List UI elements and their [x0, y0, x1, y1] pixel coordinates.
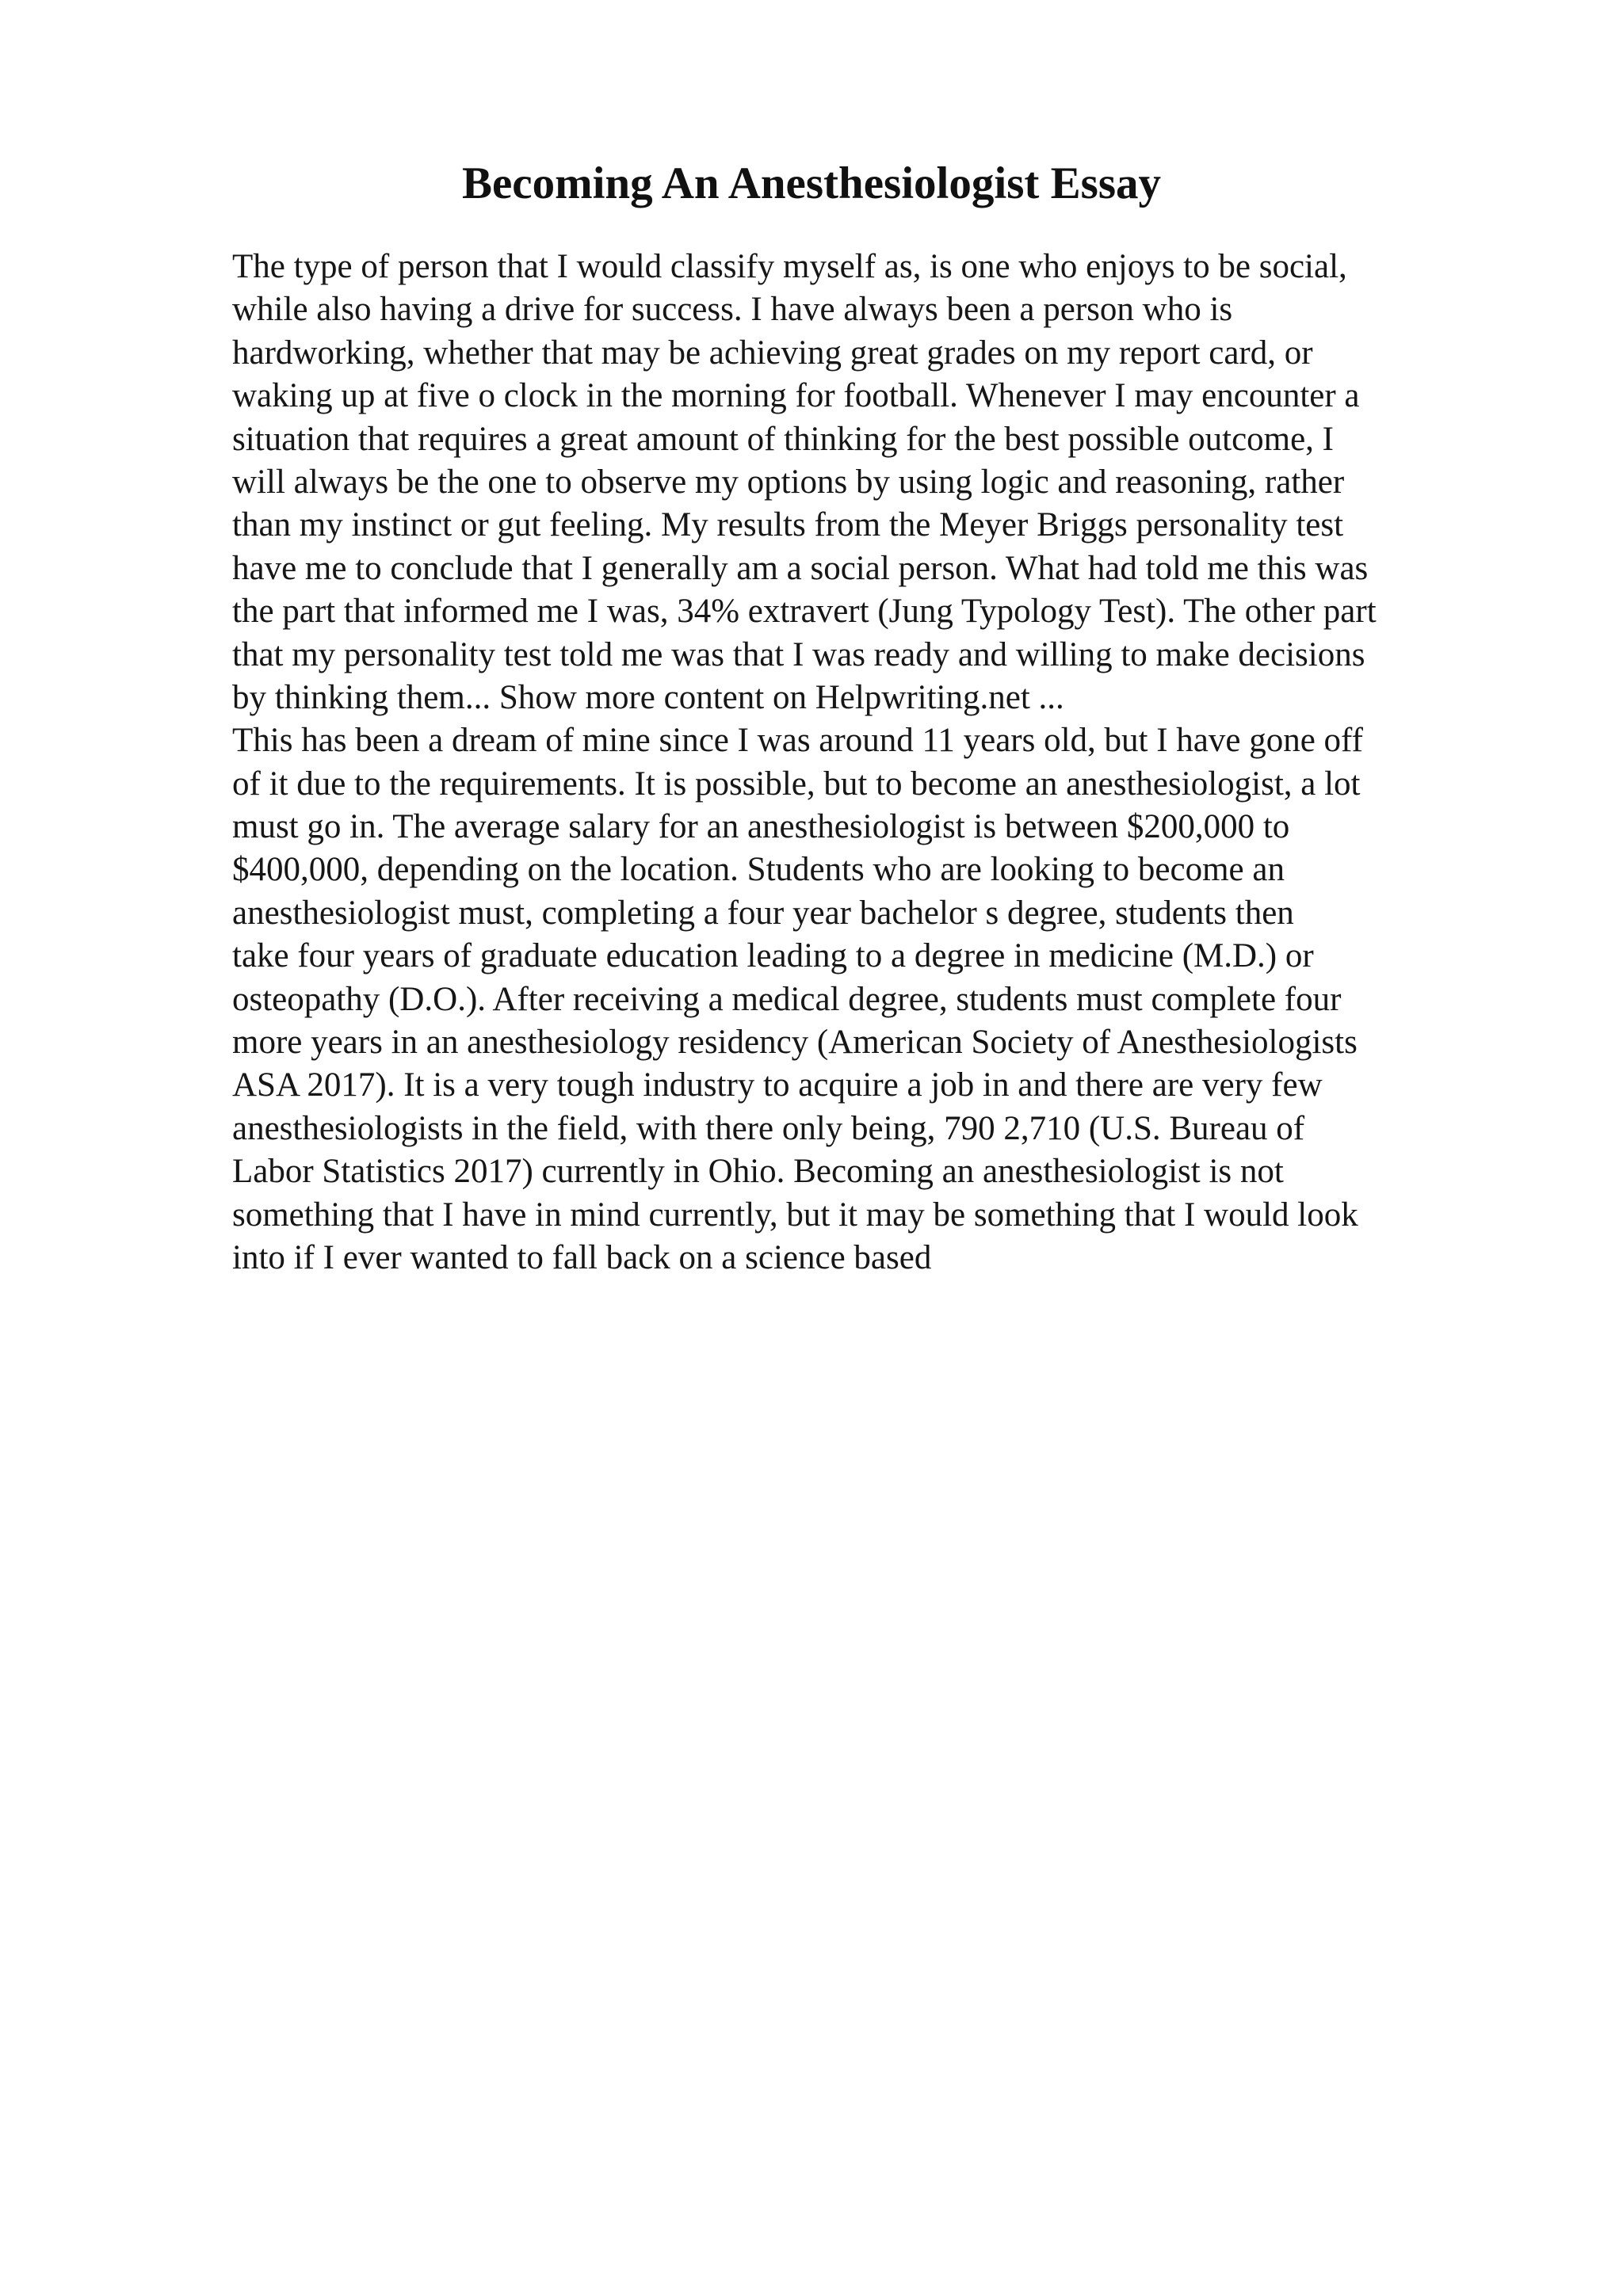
text-line: by thinking them... Show more content on Helpwriting.net ... [232, 678, 1064, 716]
text-line: something that I have in mind currently, but it may be something that I would look [232, 1196, 1358, 1234]
text-line: into if I ever wanted to fall back on a science based [232, 1238, 932, 1276]
text-line: more years in an anesthesiology residency (American Society of Anesthesiologists [232, 1024, 1358, 1062]
text-line: This has been a dream of mine since I was around 11 years old, but I have gone off [232, 722, 1363, 760]
text-line: have me to conclude that I generally am a social person. What had told me this was [232, 549, 1369, 587]
text-line: that my personality test told me was that I was ready and willing to make decisions [232, 635, 1365, 673]
text-line: of it due to the requirements. It is possible, but to become an anesthesiologist, a lot [232, 765, 1361, 803]
text-line: anesthesiologist must, completing a four year bachelor s degree, students then [232, 894, 1294, 932]
text-line: take four years of graduate education leading to a degree in medicine (M.D.) or [232, 937, 1314, 975]
text-line: while also having a drive for success. I have always been a person who is [232, 291, 1233, 329]
text-line: anesthesiologists in the field, with there only being, 790 2,710 (U.S. Bureau of [232, 1109, 1305, 1147]
text-line: will always be the one to observe my options by using logic and reasoning, rather [232, 463, 1345, 501]
text-line: waking up at five o clock in the morning for football. Whenever I may encounter a [232, 377, 1360, 415]
text-line: situation that requires a great amount of thinking for the best possible outcome, I [232, 420, 1335, 458]
text-line: than my instinct or gut feeling. My results from the Meyer Briggs personality test [232, 506, 1344, 544]
text-line: osteopathy (D.O.). After receiving a medical degree, students must complete four [232, 980, 1342, 1018]
text-line: hardworking, whether that may be achieving great grades on my report card, or [232, 334, 1313, 372]
text-line: the part that informed me I was, 34% extravert (Jung Typology Test). The other part [232, 593, 1377, 631]
text-line: The type of person that I would classify myself as, is one who enjoys to be social, [232, 248, 1347, 285]
document-title: Becoming An Anesthesiologist Essay [461, 158, 1162, 208]
essay-body [232, 246, 1516, 1280]
text-line: ASA 2017). It is a very tough industry to acquire a job in and there are very few [232, 1066, 1323, 1104]
text-line: must go in. The average salary for an anesthesiologist is between $200,000 to [232, 808, 1290, 846]
text-line: $400,000, depending on the location. Students who are looking to become an [232, 851, 1285, 889]
text-line: Labor Statistics 2017) currently in Ohio. Becoming an anesthesiologist is not [232, 1153, 1284, 1191]
